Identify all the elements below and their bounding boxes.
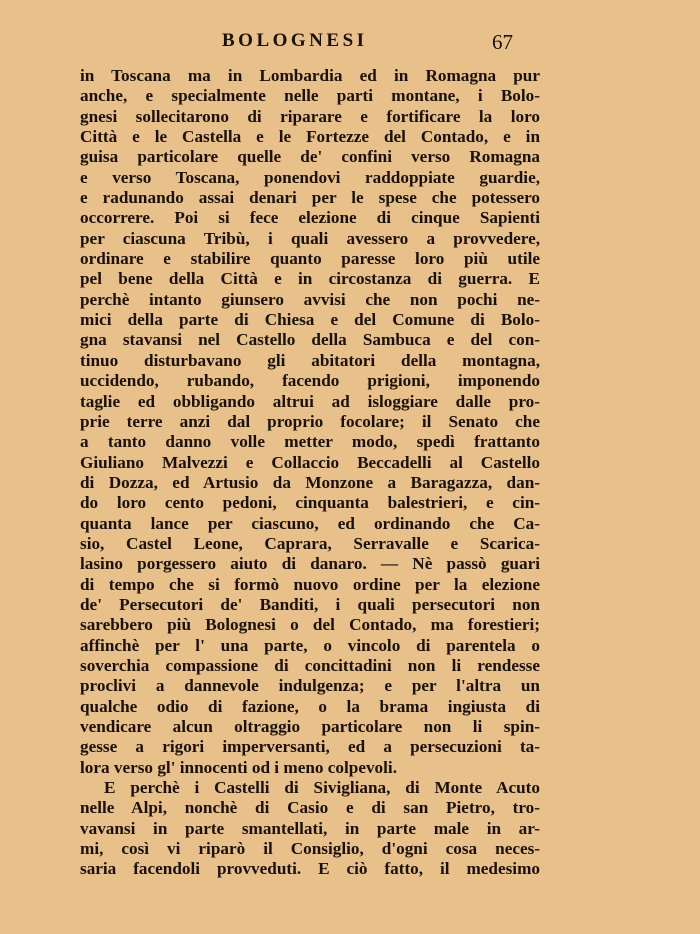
text-line: Giuliano Malvezzi e Collaccio Beccadelli al Castello — [80, 452, 540, 472]
text-line: do loro cento pedoni, cinquanta balestrieri, e cin- — [80, 493, 540, 513]
text-line: uccidendo, rubando, facendo prigioni, imponendo — [80, 371, 540, 391]
paragraph-start-line: E perchè i Castelli di Sivigliana, di Monte Acuto — [104, 778, 540, 798]
body-text — [80, 66, 540, 880]
text-line: ordinare e stabilire quanto paresse loro più utile — [80, 249, 540, 269]
text-line: gesse a rigori imperversanti, ed a persecuzioni ta- — [80, 737, 540, 757]
paragraph-end-line: lora verso gl' innocenti od i meno colpevoli. — [80, 757, 397, 777]
text-line: saria facendoli provveduti. E ciò fatto, il medesimo — [80, 859, 540, 879]
running-title: BOLOGNESI — [222, 30, 368, 51]
text-line: per ciascuna Tribù, i quali avessero a provvedere, — [80, 228, 540, 248]
text-line: in Toscana ma in Lombardia ed in Romagna pur — [80, 66, 540, 85]
text-line: pel bene della Città e in circostanza di guerra. E — [80, 269, 540, 289]
text-line: vavansi in parte smantellati, in parte male in ar- — [80, 818, 540, 838]
text-line: a tanto danno volle metter modo, spedì frattanto — [80, 432, 540, 452]
text-line: Città e le Castella e le Fortezze del Contado, e in — [80, 127, 540, 147]
text-line: guisa particolare quelle de' confini verso Romagna — [80, 147, 540, 167]
text-line: proclivi a dannevole indulgenza; e per l'altra un — [80, 676, 540, 696]
running-header — [0, 30, 700, 58]
text-line: e verso Toscana, ponendovi raddoppiate guardie, — [80, 167, 540, 187]
text-line: prie terre anzi dal proprio focolare; il Senato che — [80, 411, 540, 431]
text-line: taglie ed obbligando altrui ad isloggiare dalle pro- — [80, 391, 540, 411]
text-line: mici della parte di Chiesa e del Comune di Bolo- — [80, 310, 540, 330]
text-line: perchè intanto giunsero avvisi che non pochi ne- — [80, 289, 540, 309]
text-line: mi, così vi riparò il Consiglio, d'ogni cosa neces- — [80, 839, 540, 859]
text-line: gnesi sollecitarono di riparare e fortificare la loro — [80, 106, 540, 126]
text-line: gna stavansi nel Castello della Sambuca e del con- — [80, 330, 540, 350]
text-line: di tempo che si formò nuovo ordine per la elezione — [80, 574, 540, 594]
page-number: 67 — [492, 30, 513, 54]
text-line: nelle Alpi, nonchè di Casio e di san Pietro, tro- — [80, 798, 540, 818]
text-line: anche, e specialmente nelle parti montane, i Bolo- — [80, 86, 540, 106]
text-line: tinuo disturbavano gli abitatori della montagna, — [80, 350, 540, 370]
text-line: soverchia compassione di concittadini non li rendesse — [80, 655, 540, 675]
text-line: vendicare alcun oltraggio particolare non li spin- — [80, 717, 540, 736]
text-line: affinchè per l' una parte, o vincolo di parentela o — [80, 635, 540, 655]
text-line: quanta lance per ciascuno, ed ordinando che Ca- — [80, 513, 540, 533]
text-line: qualche odio di fazione, o la brama ingiusta di — [80, 696, 540, 716]
text-line: de' Persecutori de' Banditi, i quali persecutori non — [80, 594, 540, 614]
text-line: lasino porgessero aiuto di danaro. — Nè passò guari — [80, 554, 540, 574]
text-line: e radunando assai denari per le spese che potessero — [80, 188, 540, 208]
text-line: occorrere. Poi si fece elezione di cinque Sapienti — [80, 208, 540, 228]
text-line: sarebbero più Bolognesi o del Contado, ma forestieri; — [80, 615, 540, 635]
text-line: di Dozza, ed Artusio da Monzone a Baragazza, dan- — [80, 472, 540, 492]
text-line: sio, Castel Leone, Caprara, Serravalle e Scarica- — [80, 533, 540, 553]
